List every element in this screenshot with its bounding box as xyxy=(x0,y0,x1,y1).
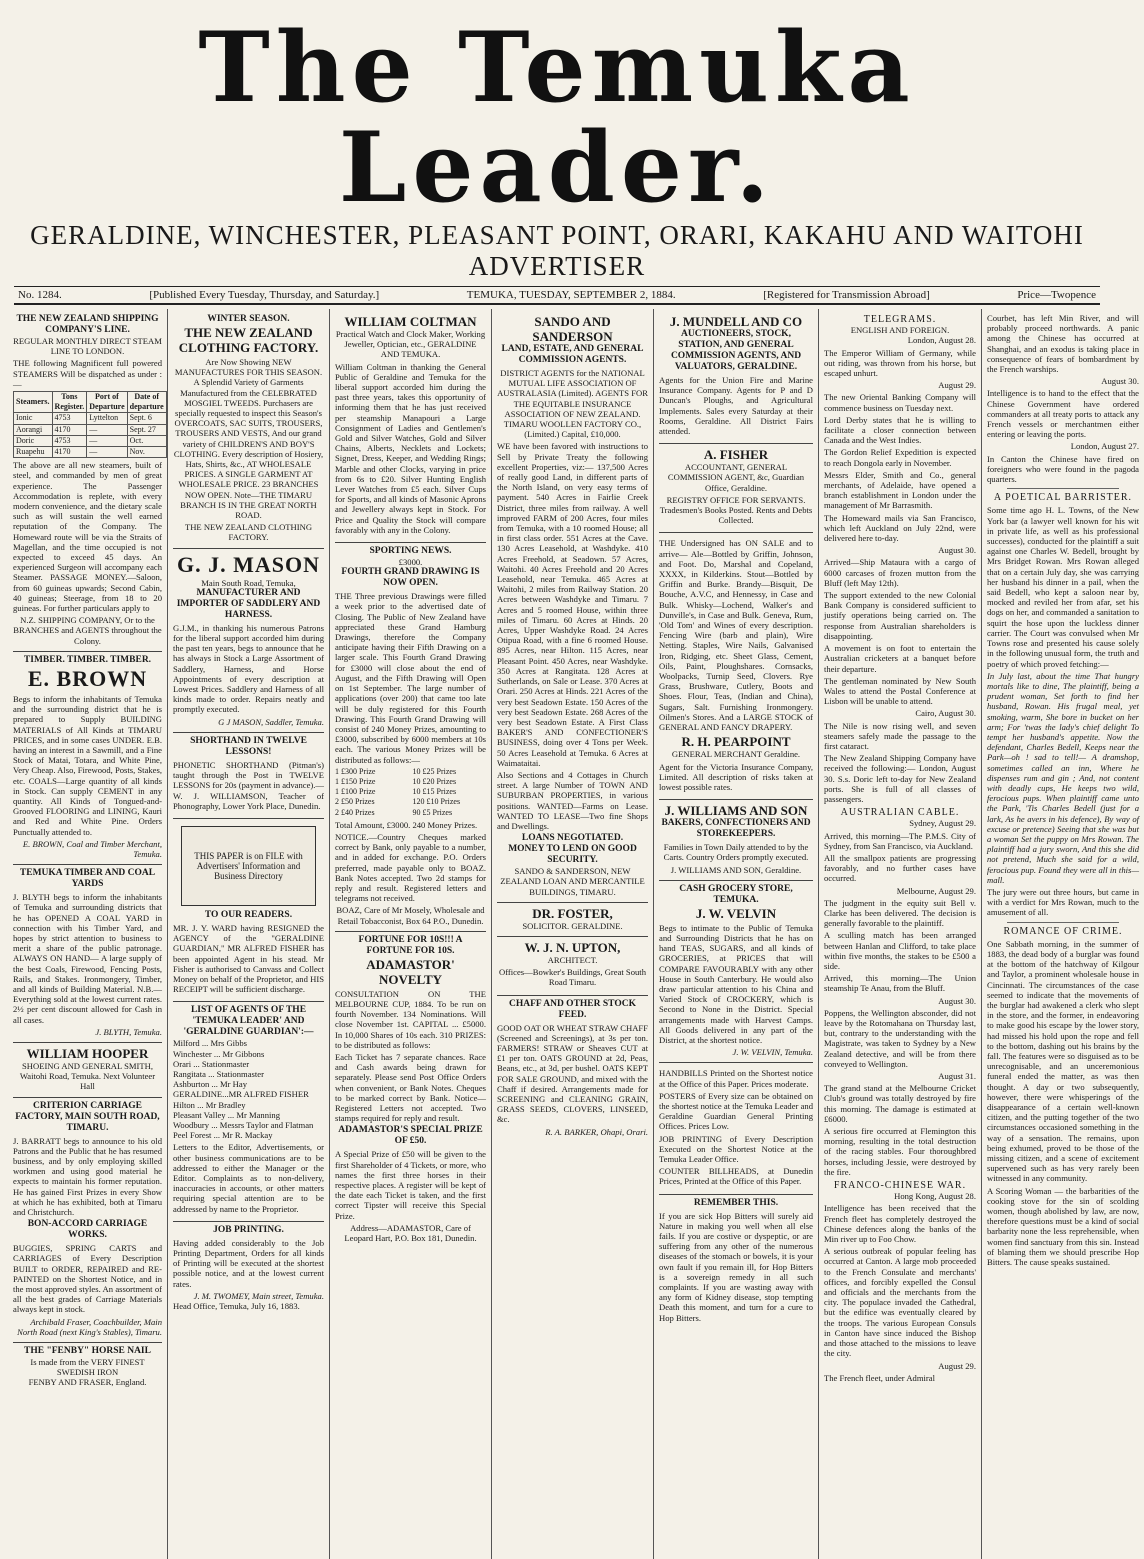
news-paragraph: A sculling match has been arranged between Hanlan and Clifford, to take place within five months, the stakes to be £500 a side. xyxy=(824,930,976,971)
registration-note: [Registered for Transmission Abroad] xyxy=(763,289,930,301)
column-7 xyxy=(982,309,1144,1559)
list-item: 10 £20 Prizes xyxy=(412,776,457,786)
ad-signature: J. BLYTH, Temuka. xyxy=(95,1026,162,1037)
ad-text: THE Three previous Drawings were filled a week prior to the advertised date of Closing. The Public of New Zealand have appreciated these Grand Hamburg Drawings, therefore the Company anticipate having their Fifth Drawing on a larger scale. This Fourth Grand Drawing for £3000 will close about the end of August, and the Fifth Drawing will Open on 1st September. The large number of applications (over 200) that came too late will be duly registered for this Fourth Drawing. This Fourth Grand Drawing will consist of 240 Money Prizes, amounting to £3000, subscribed by 6000 members at 10s each. The various Money Prizes will be distributed as follows:— xyxy=(335,591,486,765)
ad-subheading: ACCOUNTANT, GENERAL COMMISSION AGENT, &c, Guardian Office, Geraldine. xyxy=(667,462,805,493)
ad-text: A Special Prize of £50 will be given to the first Shareholder of 4 Tickets, or more, who names the first three horses in their respective places. A register will be kept of the date each Ticket is taken, and the first correct Tipster will receive this Special Prize. xyxy=(335,1149,486,1221)
dateline: Melbourne, August 29. xyxy=(896,885,976,896)
ad-subheading: ARCHITECT. xyxy=(547,954,598,965)
ad-heading: FORTUNE FOR 10S!!! A FORTUNE FOR 10S. xyxy=(358,934,463,956)
advertiser-name: J. MUNDELL AND CO xyxy=(669,314,803,329)
foster-solicitor-ad xyxy=(497,903,648,937)
mundell-ad xyxy=(659,311,813,444)
list-item: Winchester ... Mr Gibbons xyxy=(173,1048,265,1059)
carriage-factory-ad xyxy=(13,1098,162,1343)
list-item: 2 £50 Prizes xyxy=(335,797,375,807)
ad-text: THE following Magnificent full powered STEAMERS Will be dispatched as under :— xyxy=(13,358,162,389)
table-cell: Lyttelton xyxy=(87,413,127,424)
ad-heading: TO OUR READERS. xyxy=(204,909,293,920)
ad-heading: CASH GROCERY STORE, TEMUKA. xyxy=(679,883,793,905)
sando-sanderson-ad xyxy=(497,311,648,903)
list-item: Ashburton ... Mr Hay xyxy=(173,1079,247,1090)
advertiser-name: DR. FOSTER, xyxy=(532,905,613,921)
ad-text: If you are sick Hop Bitters will surely aid Nature in making you well when all else fails. If you are costive or dyspeptic, or are suffering from any other of the numerous diseases of the stomach or bowels, it is your own fault if you remain ill, for Hop Bitters is a sovereign remedy in all such complaints. If you are wasting away with any form of Kidney disease, stop tempting Death this moment, and turn for a cure to Hop Bitters. xyxy=(659,1210,813,1323)
dateline: Sydney, August 29. xyxy=(909,818,976,829)
ad-heading: FOURTH GRAND DRAWING IS NOW OPEN. xyxy=(341,567,480,589)
ad-amount: £3000. xyxy=(398,557,423,568)
ad-address: Main South Road, Temuka, xyxy=(201,577,296,588)
clothing-factory-ad xyxy=(173,311,324,549)
directory-illustration: THIS PAPER is on FILE with Advertisers' Information and Business Directory xyxy=(181,826,316,906)
coltman-jeweller-ad xyxy=(335,311,486,543)
section-heading: ROMANCE OF CRIME. xyxy=(1003,925,1123,937)
ad-text: DISTRICT AGENTS for the NATIONAL MUTUAL LIFE ASSOCIATION OF AUSTRALASIA (Limited). AGENTS FOR THE EQUITABLE INSURANCE ASSOCIATION OF NEW ZEALAND. TIMARU WOOLLEN FACTORY CO., (Limited.) Capital, £10,000. xyxy=(497,368,648,440)
section-heading: AUSTRALIAN CABLE. xyxy=(840,807,960,819)
ad-heading: TEMUKA TIMBER AND COAL YARDS xyxy=(19,868,156,890)
dateline: Cairo, August 30. xyxy=(915,708,976,719)
news-paragraph: A Scoring Woman — the barbarities of the cooking stove for the sin of scolding women, though abolished by law, are now, therefore questions must be a kind of social barbarity none the less reprehensible, when women find sanctuary from this sin. Instead of blaming them we should prescribe Hop Bitters. The cause speaks sustained. xyxy=(987,1185,1139,1268)
advertiser-name: WILLIAM COLTMAN xyxy=(344,314,477,329)
agents-list xyxy=(173,1002,324,1221)
news-paragraph: The New Zealand Shipping Company have received the following:— London, August 30. S.s. Doric left to-day for New Zealand ports. She is full of all classes of passengers. xyxy=(824,753,976,804)
list-item: 10 £25 Prizes xyxy=(412,766,457,776)
section-heading: A POETICAL BARRISTER. xyxy=(993,492,1133,504)
ad-text: Letters to the Editor, Advertisements, or other business communications are to be addressed to either the Manager or the Editor. Complaints as to non-delivery, inaccuracies in accounts, or other matters requiring special attention are to be addressed by name to the Proprietor. xyxy=(173,1142,324,1214)
news-paragraph: The Homeward mails via San Francisco, which left Auckland on July 22nd, were delivered here to-day. xyxy=(824,512,976,544)
ad-signature: J. M. TWOMEY, Main street, Temuka. xyxy=(193,1290,324,1301)
dateline: August 29. xyxy=(938,380,976,391)
ad-text: Agents for the Union Fire and Marine Insurance Company. Agents for P and D Duncan's Ploughs, and Agricultural Implements. Sales every Saturday at their Rooms, Geraldine. All District Fairs attended. xyxy=(659,375,813,437)
advertiser-name: W. J. N. UPTON, xyxy=(524,939,621,955)
table-header-row xyxy=(14,392,167,413)
ad-subheading: MANUFACTURER AND IMPORTER OF SADDLERY AND HARNESS. xyxy=(176,587,321,620)
news-paragraph: The gentleman nominated by New South Wales to attend the Postal Conference at Lisbon will be unable to attend. xyxy=(824,675,976,707)
ad-heading: REMEMBER THIS. xyxy=(693,1197,779,1208)
ad-text: POSTERS of Every size can be obtained on the shortest notice at the Temuka Leader and Geraldine Guardian General Printing Offices. Prices Low. xyxy=(659,1090,813,1132)
news-paragraph: The French fleet, under Admiral xyxy=(824,1372,935,1383)
news-paragraph: Intelligence is to hand to the effect that the Chinese Government have ordered commanders at all treaty ports to attack any French vessels or merchantmen either entering or leaving the ports. xyxy=(987,388,1139,440)
dateline: August 30. xyxy=(1101,376,1139,387)
ad-text: Offices—Bowker's Buildings, Great South Road Timaru. xyxy=(499,967,646,988)
chaff-ad xyxy=(497,996,648,1142)
table-cell: Sept. 6 xyxy=(127,413,166,424)
news-paragraph: Some time ago H. L. Towns, of the New York bar (a lawyer well known for his wit in private life, as well as his professional successes), conducted for the plaintiff a suit against one Charles W. Bedell, brought by Mrs Bridget Rowan. Mrs Rowan alleged that on a certain July day, she was carrying her husband his dinner in a pail, when the said Bedell, who kept a saloon near by, mocked and reviled her from afar, set his dogs on her, and commanded a sanitation to squirt the hose upon the luckless dinner carrier. The Court was convulsed when Mr Towns rose and presented his cause solely in the following unusual form, the truth and poetry of which proved fetching:— xyxy=(987,505,1139,669)
ad-subheading: AUCTIONEERS, STOCK, STATION, AND GENERAL COMMISSION AGENTS, AND VALUATORS, GERALDINE. xyxy=(670,329,802,372)
newspaper-subtitle: GERALDINE, WINCHESTER, PLEASANT POINT, ORARI, KAKAHU AND WAITOHI ADVERTISER xyxy=(30,220,1084,281)
adamastor-ad xyxy=(335,932,486,1248)
ad-signature: SANDO & SANDERSON, NEW ZEALAND LOAN AND MERCANTILE BUILDINGS, TIMARU. xyxy=(500,866,645,897)
ad-text: Begs to intimate to the Public of Temuka and Surrounding Districts that he has on hand TEAS, SUGARS, and all kinds of GROCERIES, at PRICES that will COMPARE FAVOURABLY with any other House in South Canterbury. He would also draw particular attention to his China and Varied Stock of CROCKERY, which is Second to None in the District. Special arrangements made with Harvest Camps. All Goods delivered in any part of the District, at the shortest notice. xyxy=(659,922,813,1045)
ad-heading: SPORTING NEWS. xyxy=(369,546,452,557)
ad-text: THE Undersigned has ON SALE and to arrive— Ale—Bottled by Griffin, Johnson, and Foot. Do, Marshal and Copeland, XXXX, in Kilderkins. Stout—Bottled by Griffin and Burke. Brandy—Bisquit, De Bouche, A.V.C, and Hennessy, in Case and Bulk. Whisky—Lochend, Walker's and Dunville's, in Case and Bulk. Geneva, Rum, 'Old Tom' and Wines of every description. Fencing Wire (barb and plain), Wire Netting. Staples, Wire Nails, Galvanised Iron, Ridging, etc. Sheet Glass, Cement, Oils, Paint, Ploughshares. Cornsacks, Woolpacks, Turnip Seed, Clovers. Rye Grass, Brushware, Cutlery, Boots and Shoes. Flour, Teas, (Indian and China), Sugars, Salt. Furnishing Ironmongery. Oilmen's Stores. And a LARGE STOCK of GENERAL AND FANCY DRAPERY. xyxy=(659,538,813,733)
list-item: Orari ... Stationmaster xyxy=(173,1058,250,1069)
ad-heading: THE NEW ZEALAND CLOTHING FACTORY. xyxy=(178,325,319,355)
ad-signature: J. W. VELVIN, Temuka. xyxy=(732,1047,813,1058)
ad-text: Begs to inform the inhabitants of Temuka and the surrounding district that he is prepared to Supply BUILDING MATERIALS of All Kinds at TIMARU PRICES, and in some cases UNDER. E.B. having an interest in a Sawmill, and a Fine Stock of Matai, Totara, and White Pine, Very Cheap. Also, Firewood, Posts, Stakes, etc. COALS—Large quantity of all kinds in Stock. Can supply CEMENT in any quantity. All Kinds of Tongued-and-Grooved FLOORING and LINING, Kauri and Red and White Pine. Orders Punctually attended to. xyxy=(13,693,162,837)
ad-signature: Archibald Fraser, Coachbuilder, Main North Road (next King's Stables), Timaru. xyxy=(17,1316,162,1337)
section-heading: FRANCO-CHINESE WAR. xyxy=(833,1180,967,1192)
news-paragraph: The support extended to the new Colonial Bank Company is considered sufficient to justify operations being carried on. The response from Australian shareholders is disappointing. xyxy=(824,590,976,641)
news-paragraph: A movement is on foot to entertain the Australian cricketers at a banquet before their departure. xyxy=(824,643,976,674)
news-paragraph: The new Oriental Banking Company will commence business on Tuesday next. xyxy=(824,392,976,413)
news-paragraph: One Sabbath morning, in the summer of 1883, the dead body of a burglar was found at the bottom of the hatchway of Kilgour and Taylor, a prominent wholesale house in Cincinnati. The circumstances of the case seemed to indicate that the movements of the burglar had awakened a clerk who slept in the store, and the former, in endeavoring to make good his escape by the lower story, had missed his hold upon the rope and fell to the bottom, dashing out his brains by the fall. The features were so disguised as to be unrecognisable, and an unceremonious funeral ended the matter, as was then thought. A day or two subsequently, however, there were whisperings of the disappearance of a certain well-known citizen, and the putting together of the two circumstances occasioned something in the way of a sensation. The remains, upon being exhumed, proved to be those of the missing citizen, and a scene of excitement supervened such as has very rarely been witnessed in any community. xyxy=(987,938,1139,1184)
advertiser-name: WILLIAM HOOPER xyxy=(26,1045,149,1061)
ad-text: CONSULTATION ON THE MELBOURNE CUP, 1884. To be run on fourth November. 134 Nominations. Will close November 1st. CAPITAL ... £5000. In 10,000 Shares of 10s each. 310 PRIZES: to be distributed as follows: xyxy=(335,988,486,1050)
table-cell: 4753 xyxy=(52,435,87,446)
ad-heading: THE NEW ZEALAND SHIPPING COMPANY'S LINE. xyxy=(16,314,159,335)
table-header: Steamers. xyxy=(14,392,53,413)
pearpoint-ad xyxy=(659,533,813,800)
list-item: 1 £300 Prize xyxy=(335,766,376,776)
table-cell: Oct. xyxy=(127,435,166,446)
table-header: Date of departure xyxy=(127,392,166,413)
ad-subheading: Practical Watch and Clock Maker, Working Jeweller, Optician, etc., GERALDINE AND TEMUKA. xyxy=(335,329,486,360)
ad-text: MR. J. Y. WARD having RESIGNED the AGENCY of the "GERALDINE GUARDIAN," MR ALFRED FISHER has been appointed Agent in his stead. Mr Fisher is authorised to Canvass and Collect Money on behalf of the Proprietor, and HIS RECEIPT will be sufficient discharge. xyxy=(173,922,324,995)
news-paragraph: The Emperor William of Germany, while out riding, was thrown from his horse, but escaped unhurt. xyxy=(824,347,976,379)
ad-text: NOTICE.—Country Cheques marked correct by Bank, only payable to a number, and in added for exchange. P.O. Orders preferred, made payable only to BOAZ. Bank Notes accepted. Two 2d stamps for reply and result. Registered letters and telegrams not received. xyxy=(335,831,486,904)
ad-heading: JOB PRINTING. xyxy=(213,1224,284,1235)
news-paragraph: Poppens, the Wellington absconder, did not leave by the Rotomahana on Thursday last, but, contrary to the understanding with the Magistrate, was taken to Sydney by a New Zealand detective, and will be from there conveyed to Wellington. xyxy=(824,1007,976,1069)
table-cell: Aorangi xyxy=(14,424,53,435)
fisher-ad xyxy=(659,444,813,533)
ad-signature: Address—ADAMASTOR, Care of Leopard Hart, P.O. Box 181, Dunedin. xyxy=(344,1222,477,1244)
ad-heading: LOANS NEGOTIATED. xyxy=(521,833,624,844)
advertiser-name: E. BROWN xyxy=(27,665,148,691)
nz-shipping-ad xyxy=(13,311,162,652)
news-paragraph: Courbet, has left Min River, and will probably proceed northwards. A panic among the Chinese has occurred at Shanghai, and an exodus is taking place in consequence of fears of bombardment by the French warships. xyxy=(987,313,1139,375)
table-row xyxy=(14,424,167,435)
list-item: 120 £10 Prizes xyxy=(412,797,461,807)
news-paragraph: Messrs Elder, Smith and Co., general merchants, of Adelaide, have opened a branch establishment in London under the management of Mr Barrasmith. xyxy=(824,469,976,511)
table-row xyxy=(14,435,167,446)
ad-text: JOB PRINTING of Every Description Executed on the Shortest Notice at the Temuka Leader Office. xyxy=(659,1133,813,1164)
column-4 xyxy=(492,309,654,1559)
news-paragraph: Arrived—Ship Mataura with a cargo of 6000 carcases of frozen mutton from the Bluff (left May 12th). xyxy=(824,557,976,588)
table-cell: — xyxy=(87,424,127,435)
table-cell: Ruapehu xyxy=(14,447,53,458)
ad-heading: CHAFF AND OTHER STOCK FEED. xyxy=(509,998,636,1020)
list-item: Peel Forest ... Mr R. Mackay xyxy=(173,1130,273,1141)
table-row xyxy=(14,447,167,458)
masthead xyxy=(8,0,1106,305)
news-paragraph: Arrived, this morning—The Union steamship Te Anau, from the Bluff. xyxy=(824,973,976,994)
dateline: TEMUKA, TUESDAY, SEPTEMBER 2, 1884. xyxy=(466,289,676,301)
ad-subheading: BAKERS, CONFECTIONERS AND STOREKEEPERS. xyxy=(661,818,811,840)
ad-heading: LIST OF AGENTS OF THE 'TEMUKA LEADER' AND 'GERALDINE GUARDIAN':— xyxy=(183,1005,314,1038)
ad-text: Agent for the Victoria Insurance Company, Limited. All description of risks taken at lowest possible rates. xyxy=(659,761,813,792)
ad-text: GOOD OAT OR WHEAT STRAW CHAFF (Screened and Screenings), at 3s per ton. FARMERS! STRAW or Sheaves CUT at £1 per ton. OATS GROUND at 2d, Peas, Beans, etc., at 3d, per bushel. OATS KEPT FOR SALE GROUND, and mixed with the Chaff if desired. Arrangements made for SCREENING and CLEANING GRAIN, GRASS SEEDS, CLOVERS, LINSEED, &c. xyxy=(497,1022,648,1125)
dateline: August 31. xyxy=(938,1071,976,1082)
ad-text: BUGGIES, SPRING CARTS and CARRIAGES of Every Description BUILT to ORDER, REPAIRED and RE-PAINTED on the Shortest Notice, and in the most approved styles. An assortment of all the best grades of Carriage Materials always kept in stock. xyxy=(13,1243,162,1315)
ad-text: Each Ticket has 7 separate chances. Race and Cash awards being drawn for separately. Please send Post Office Orders when convenient, or Bank Notes. Cheques to be marked correct by Bank. Notice—Registered Letters not accepted. Two stamps required for reply and result. xyxy=(335,1051,486,1124)
list-item: Hilton ... Mr Bradley xyxy=(173,1099,246,1110)
news-paragraph: The Nile is now rising well, and seven steamers safely made the passage to the first cataract. xyxy=(824,720,976,751)
ad-text: SHOEING AND GENERAL SMITH, Waitohi Road, Temuka. Next Volunteer Hall xyxy=(19,1060,156,1092)
column-6 xyxy=(819,309,982,1559)
hooper-smith-ad xyxy=(13,1043,162,1098)
ad-heading: MONEY TO LEND ON GOOD SECURITY. xyxy=(508,844,637,866)
table-cell: Nov. xyxy=(127,447,166,458)
ad-signature: G J MASON, Saddler, Temuka. xyxy=(218,716,324,727)
ad-text: Having added considerably to the Job Printing Department, Orders for all kinds of Printing will be executed at the shortest possible notice, and at the lowest current rates. xyxy=(173,1237,324,1289)
brown-timber-ad xyxy=(13,652,162,865)
news-paragraph: Arrived, this morning—The P.M.S. City of Sydney, from San Francisco, via Auckland. xyxy=(824,830,976,851)
ad-signature: R. A. BARKER, Ohapi, Orari. xyxy=(545,1126,648,1137)
ad-text: J. BLYTH begs to inform the inhabitants of Temuka and surrounding districts that he has OPENED A COAL YARD in connection with his Timber Yard, and hopes by strict attention to business to merit a share of the public patronage. ALWAYS ON HAND— A large supply of the best Coals, Firewood, Fencing Posts, Rails, and Stakes. Ironmongery, Timber, and all kinds of Building Material. N.B.—Everything sold at the lowest current rates. 2½ per cent discount allowed for Cash in all cases. xyxy=(13,892,162,1025)
ad-subheading: SOLICITOR. GERALDINE. xyxy=(522,920,623,931)
directory-ad xyxy=(173,819,324,1002)
table-cell: 4170 xyxy=(52,447,87,458)
table-row xyxy=(14,413,167,424)
news-paragraph: The judgment in the equity suit Bell v. Clarke has been delivered. The decision is generally favorable to the plaintiff. xyxy=(824,897,976,929)
table-cell: 4170 xyxy=(52,424,87,435)
advertiser-name: J. W. VELVIN xyxy=(695,905,777,921)
ad-heading: ADAMASTOR'S SPECIAL PRIZE OF £50. xyxy=(338,1125,483,1147)
divider xyxy=(1007,922,1119,923)
upton-architect-ad xyxy=(497,937,648,996)
dateline: August 30. xyxy=(938,995,976,1006)
ad-text: William Coltman in thanking the General Public of Geraldine and Temuka for the liberal support accorded him during the past three years, takes this opportunity of informing them that he has just received per steamship Manapouri a Large Consignment of Ladies and Gentlemen's Gold and Silver Watches, Gold and Silver Chains, Alberts, Necklets and Lockets; Signet, Dress, Keeper, and Wedding Rings; Marble and other Clocks, varying in price from 6s to £20. Silver Hunting English Lever Watches from £5 each. Silver Cups for Sports, and all kinds of Masonic Aprons and Jewellery always kept in Stock. For Price and Quality the Stock will compare favorably with any in the Colony. xyxy=(335,361,486,535)
list-item: Milford ... Mrs Gibbs xyxy=(173,1038,248,1049)
ad-text: Is made from the VERY FINEST SWEDISH IRON xyxy=(30,1357,145,1378)
dateline: London, August 28. xyxy=(907,335,976,346)
poem: In July last, about the time That hungry mortals like to dine, The plaintiff, being a prudent woman, Set forth to find her husband, Rowan. His frugal meal, yet smoking, warm, She bore in bucket on her arm; For 'twas the lady's chief delight To tempt her husband's appetite. Now the defendant, Charles Bedell, Keeps near the Park—oh ! sad to tell!— A dramshop, sometimes called an inn, Where he dispenses rum and gin ; And, not content with deadly cups, He keeps two wild, ferocious pups. When plaintiff came unto the Park, 'Tis Charles Bedell (just for a lark, As he avers in his defence), By way of excuse or pretence) Seeing that she was but a woman Set the puppy on Mrs Rowan. The plaintiff had a jury sworn, And this she did not pretend, Much she said for a wild, ferocious pup. Found they were all in this—mall. xyxy=(987,670,1139,885)
blyth-coal-ad xyxy=(13,865,162,1043)
velvin-grocery-ad xyxy=(659,881,813,1064)
ad-signature: BOAZ, Care of Mr Mosely, Wholesale and Retail Tobacconist, Box 64 P.O., Dunedin. xyxy=(336,905,485,926)
dateline: Hong Kong, August 28. xyxy=(894,1191,976,1202)
list-item: Pleasant Valley ... Mr Manning xyxy=(173,1109,281,1120)
prize-list xyxy=(335,767,486,818)
news-paragraph: Lord Derby states that he is willing to facilitate a closer connection between Canada and the West Indies. xyxy=(824,414,976,446)
ad-text: Families in Town Daily attended to by the Carts. Country Orders promptly executed. xyxy=(663,842,809,863)
ad-text: WE have been favored with instructions to Sell by Private Treaty the following excellent Properties, viz:— 137,500 Acres of really good Land, in different parts of the North Island, on very easy terms of payment. 540 Acres in Fairlie Creek District, three miles from railway. A well improved FARM of 200 Acres, four miles from Temuka, with a 10 roomed House; all in first class order. 551 Acres at the Cave. 130 Acres Leasehold, at Washdyke. 410 Acres Freehold, at Seadown. 57 Acres, Waitohi. 40 Acres Freehold and 20 Acres Leasehold, near Temuka. 465 Acres at Waitohi, 2 miles from Railway Station. 20 Acres between Washdyke and Timaru. 7 Acres and 5 roomed House, within three miles of Timaru. 60 Acres at Hinds. 20 Acres, Upper Washdyke Road. 24 Acres Otipua Road, with a fine 6 roomed House. 895 Acres, near Hilton. 115 Acres, near Pleasant Point. 450 Acres, near Washdyke. 350 Acres at Rangitata. 128 Acres at Sutherlands, on Sale or Lease. 370 Acres at Orari. 250 Acres at Hinds. 221 Acres of the very best Seadown Estate. 150 Acres of the very best Seadown Estate. 268 Acres of the very best Seadown Estate. A First Class BAKER'S AND CONFECTIONER'S BUSINESS, doing over 4 Tons per Week. 50 Acres Leasehold at Temuka. 6 Acres at Waimataitai. xyxy=(497,441,648,768)
advertiser-name: A. FISHER xyxy=(703,447,769,463)
ad-text: PHONETIC SHORTHAND (Pitman's) taught through the Post in TWELVE LESSONS for 20s (payment in advance).—W. J. WILLIAMSON, Teacher of Phonography, Lower York Place, Dunedin. xyxy=(173,759,324,811)
list-item: Woodbury ... Messrs Taylor and Flatman xyxy=(173,1119,314,1130)
column-3 xyxy=(330,309,492,1559)
table-cell: Doric xyxy=(14,435,53,446)
ad-heading: THE "FENBY" HORSE NAIL xyxy=(24,1346,151,1357)
section-subheading: ENGLISH AND FOREIGN. xyxy=(850,325,950,336)
table-cell: Sept. 27 xyxy=(127,424,166,435)
table-cell: — xyxy=(87,447,127,458)
ad-signature: THE NEW ZEALAND CLOTHING FACTORY. xyxy=(184,522,313,543)
newspaper-title: The Temuka Leader. xyxy=(198,11,916,224)
ad-signature: E. BROWN, Coal and Timber Merchant, Temuka. xyxy=(22,838,162,859)
dateline: August 29. xyxy=(938,1360,976,1371)
table-cell: Ionic xyxy=(14,413,53,424)
price: Price—Twopence xyxy=(1017,289,1096,301)
ad-text: Also Sections and 4 Cottages in Church street. A large Number of TOWN AND SUBURBAN PROPERTIES, in various positions. WANTED—Farms on Lease. WANTED TO LEASE—Two fine Shops and Dwellings. xyxy=(497,769,648,831)
drawing-ad xyxy=(335,543,486,932)
job-printing-ad xyxy=(173,1222,324,1316)
printing-notices xyxy=(659,1063,813,1194)
ad-subheading: GENERAL MERCHANT Geraldine. xyxy=(671,749,801,760)
ad-text: J. BARRATT begs to announce to his old Patrons and the Public that he has resumed business, and by only employing skilled workmen and using good material he expects to maintain his former reputation. He has gained First Prizes in every Show at which he has exhibited, both at Timaru and Christchurch. xyxy=(13,1135,162,1218)
list-item: 1 £100 Prize xyxy=(335,787,376,797)
column-5 xyxy=(654,309,819,1559)
advertiser-name: SANDO AND SANDERSON xyxy=(532,314,613,344)
ad-text: REGISTRY OFFICE FOR SERVANTS. Tradesmen's Books Posted. Rents and Debts Collected. xyxy=(659,494,813,526)
ad-text: Are Now Showing NEW MANUFACTURES FOR THIS SEASON. A Splendid Variety of Garments Manufactured from the CELEBRATED MOSGIEL TWEEDS. Purchasers are specially requested to inspect this Season's OVERCOATS, SAC SUITS, TROUSERS, TROUSERS AND VESTS, And our grand variety of CHILDREN'S AND BOY'S CLOTHING. Every description of Hosiery, Hats, Shirts, &c., AT WHOLESALE PRICES. A SINGLE GARMENT AT WHOLESALE PRICE. 23 BRANCHES NOW OPEN. Note—THE TIMARU BRANCH IS IN THE GREAT NORTH ROAD. xyxy=(173,357,324,521)
dateline: August 30. xyxy=(938,545,976,556)
divider xyxy=(1007,488,1119,489)
ad-text: HANDBILLS Printed on the Shortest notice at the Office of this Paper. Prices moderate. xyxy=(659,1068,813,1089)
news-paragraph: All the smallpox patients are progressing favorably, and no further cases have occurred. xyxy=(824,852,976,884)
ad-heading: TIMBER. TIMBER. TIMBER. xyxy=(23,654,152,665)
issue-number: No. 1284. xyxy=(18,289,62,301)
list-item: 10 £15 Prizes xyxy=(412,787,457,797)
publication-schedule: [Published Every Tuesday, Thursday, and Saturday.] xyxy=(149,289,380,301)
shorthand-ad xyxy=(173,733,324,819)
williams-bakers-ad xyxy=(659,800,813,881)
ad-text: G.J.M., in thanking his numerous Patrons for the liberal support accorded him during the past ten years, begs to announce that he has always in Stock a Large Assortment of Saddlery, Harness, and Horse Appointments of every description at Lowest Prices. Saddlery and Harness of all kinds made to order. Repairs neatly and promptly executed. xyxy=(173,622,324,715)
column-1 xyxy=(8,309,168,1559)
hop-bitters-ad xyxy=(659,1195,813,1330)
ad-heading: CRITERION CARRIAGE FACTORY, MAIN SOUTH ROAD, TIMARU. xyxy=(15,1100,160,1133)
table-header: Tons Register. xyxy=(52,392,87,413)
news-paragraph: The Gordon Relief Expedition is expected to reach Dongola early in November. xyxy=(824,447,976,468)
news-paragraph: Intelligence has been received that the French fleet has completely destroyed the Chinese defences along the banks of the Min river up to Foo Chow. xyxy=(824,1203,976,1245)
ad-date: Head Office, Temuka, July 16, 1883. xyxy=(173,1301,300,1311)
news-paragraph: A serious fire occurred at Flemington this morning, resulting in the total destruction of the racing stables. Four thoroughbred horses, including Jessie, were destroyed by the fire. xyxy=(824,1126,976,1177)
columns xyxy=(8,309,1139,1559)
list-item: 1 £150 Prize xyxy=(335,776,376,786)
ad-text: The above are all new steamers, built of steel, and commanded by men of great experience. The Passenger Accommodation is replete, with every modern convenience, and the dietary scale such as will sustain the well earned reputation of the Company. The Homeward route will be via the Straits of Magellan, and the time occupied is not expected to exceed 45 days. An experienced Surgeon will accompany each Steamer. PASSAGE MONEY.—Saloon, from 60 guineas upwards; Second Cabin, 40 guineas; Steerage, from 18 to 20 guineas. For further particulars apply to xyxy=(13,460,162,614)
table-cell: 4753 xyxy=(52,413,87,424)
dateline: London, August 27. xyxy=(1070,441,1139,452)
news-paragraph: The grand stand at the Melbourne Cricket Club's ground was totally destroyed by fire this morning. The damage is estimated at £6000. xyxy=(824,1083,976,1124)
issue-line xyxy=(14,286,1100,305)
ad-heading: SHORTHAND IN TWELVE LESSONS! xyxy=(190,735,307,757)
fenby-nail-ad xyxy=(13,1343,162,1393)
column-2 xyxy=(168,309,330,1559)
ad-heading: ADAMASTOR' NOVELTY xyxy=(366,956,455,987)
mason-saddlery-ad xyxy=(173,549,324,733)
news-paragraph: In Canton the Chinese have fired on foreigners who were found in the pagoda quarters. xyxy=(987,453,1139,485)
ad-signature: N.Z. SHIPPING COMPANY, Or to the BRANCHES and AGENTS throughout the Colony. xyxy=(13,615,162,646)
ad-text: COUNTER BILLHEADS, at Dunedin Prices, Printed at the Office of this Paper. xyxy=(659,1166,813,1187)
ad-signature: FENBY AND FRASER, England. xyxy=(28,1377,147,1388)
list-item: 90 £5 Prizes xyxy=(412,807,453,817)
shipping-table xyxy=(13,391,167,458)
table-header: Port of Departure xyxy=(87,392,127,413)
ad-subheading: REGULAR MONTHLY DIRECT STEAM LINE TO LONDON. xyxy=(13,336,162,357)
advertiser-name: R. H. PEARPOINT xyxy=(681,734,791,750)
news-paragraph: A serious outbreak of popular feeling has occurred at Canton. A large mob proceeded to the French Consulate and merchants' offices, and forcibly expelled the Consul and officials and the merchants from the city. The populace invaded the Cathedral, but the edifice was eventually cleared by the troops. The various European Consuls in Canton have since induced the Bishop and those attached to the missions to leave the city. xyxy=(824,1246,976,1359)
advertiser-name: J. WILLIAMS AND SON xyxy=(664,803,808,819)
list-item: GERALDINE...MR ALFRED FISHER xyxy=(173,1089,309,1100)
ad-text: Total Amount, £3000. 240 Money Prizes. xyxy=(335,819,478,830)
list-item: 2 £40 Prizes xyxy=(335,807,375,817)
list-item: Rangitata ... Stationmaster xyxy=(173,1068,264,1079)
ad-signature: J. WILLIAMS AND SON, Geraldine. xyxy=(670,864,802,875)
ad-heading: BON-ACCORD CARRIAGE WORKS. xyxy=(27,1219,148,1241)
news-paragraph: The jury were out three hours, but came in with a verdict for Mrs Rowan, much to the amusement of all. xyxy=(987,886,1139,918)
table-cell: — xyxy=(87,435,127,446)
ad-heading: WINTER SEASON. xyxy=(207,314,290,324)
advertiser-name: G. J. MASON xyxy=(177,551,320,577)
section-heading: TELEGRAMS. xyxy=(863,314,937,325)
ad-subheading: LAND, ESTATE, AND GENERAL COMMISSION AGENTS. xyxy=(501,344,644,365)
